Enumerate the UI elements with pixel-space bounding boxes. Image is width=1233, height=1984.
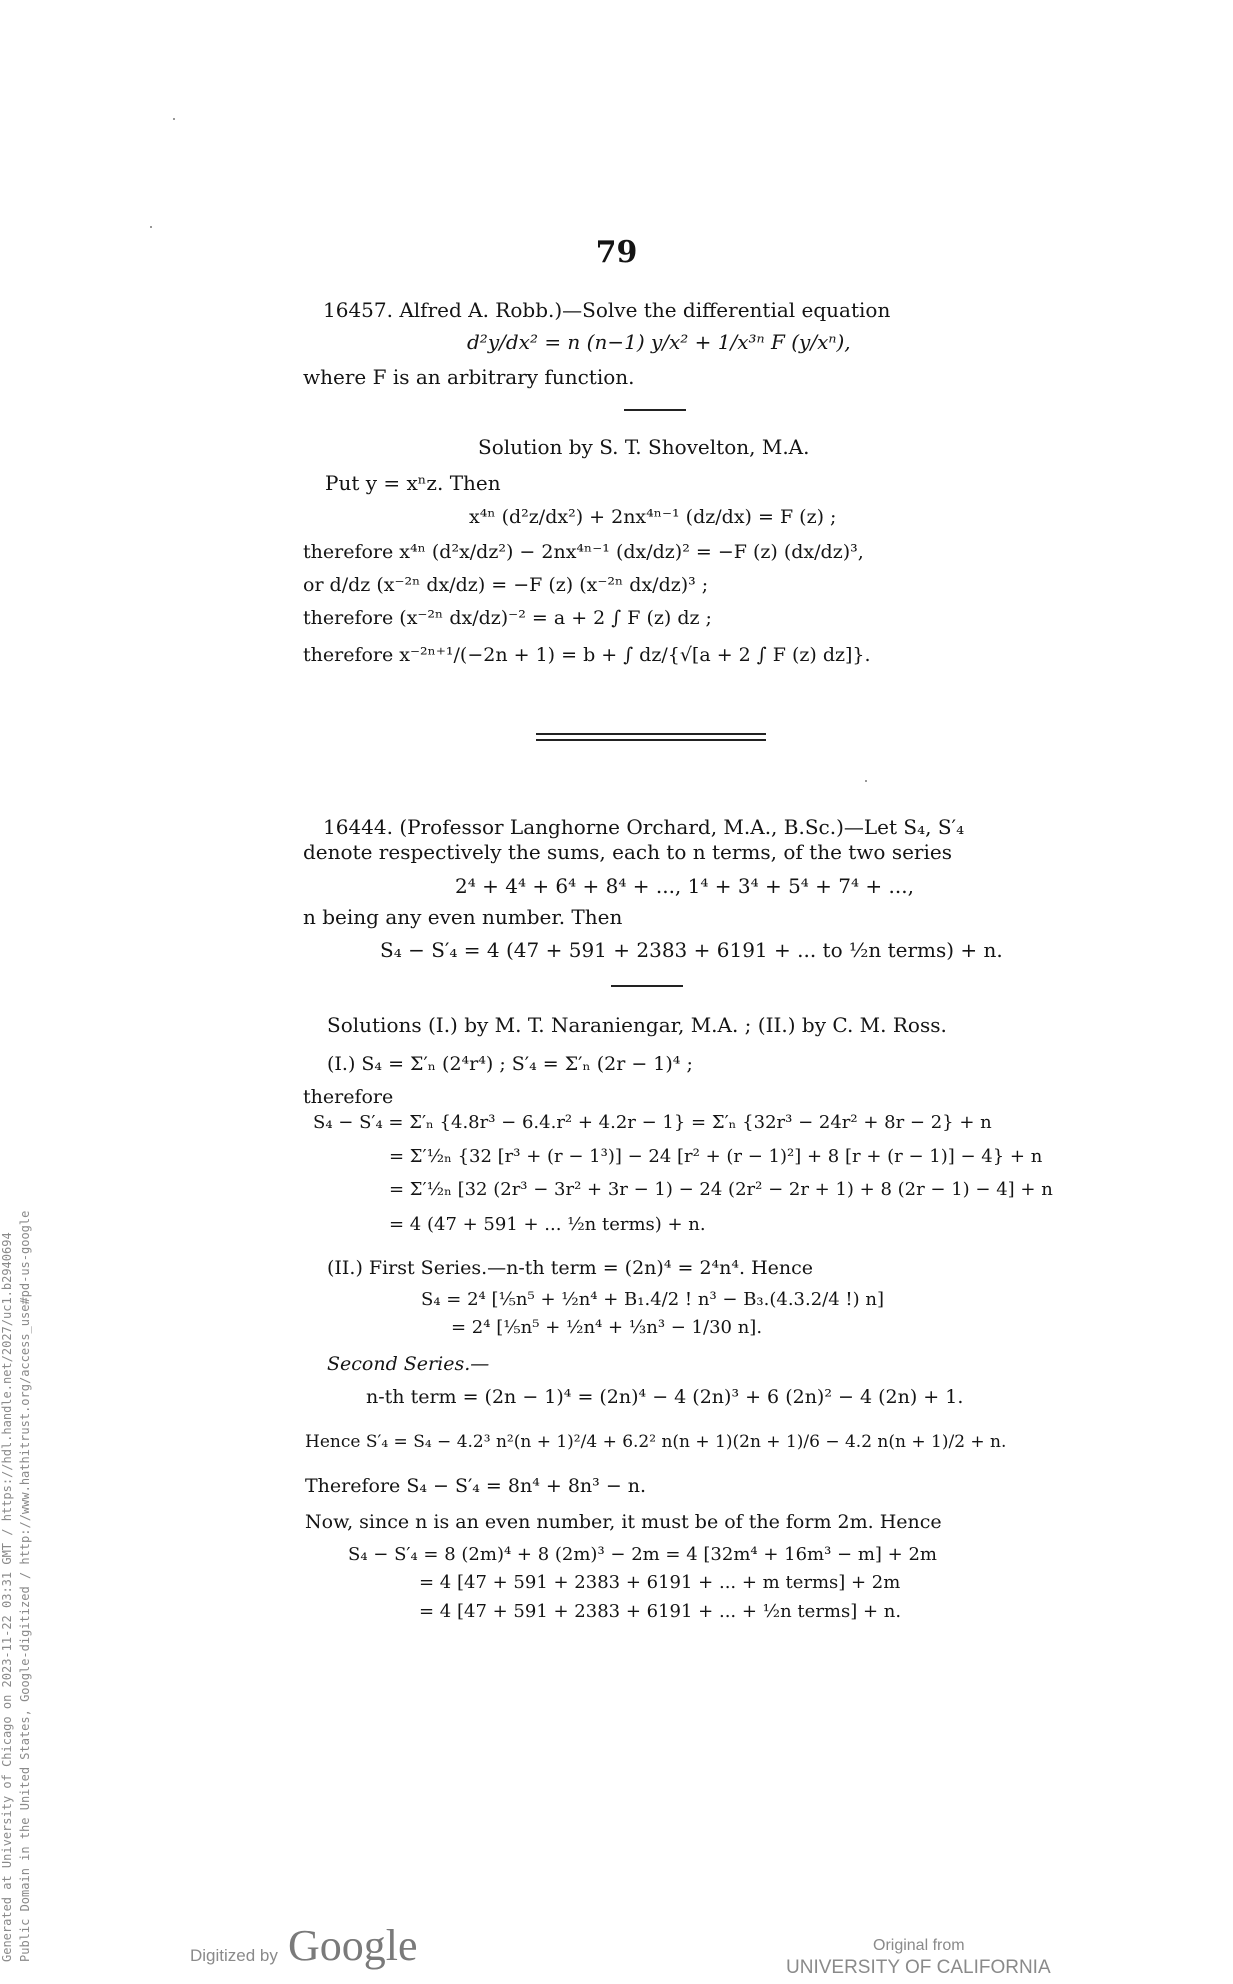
sol2-line: S₄ = 2⁴ [⅕n⁵ + ½n⁴ + B₁.4/2 ! n³ − B₃.(4.3.2/4 !) n]	[421, 1289, 885, 1310]
q2-series: 2⁴ + 4⁴ + 6⁴ + 8⁴ + ..., 1⁴ + 3⁴ + 5⁴ + 7⁴ + ...,	[455, 874, 914, 898]
q1-step: Put y = xⁿz. Then	[325, 471, 501, 495]
double-rule-bottom	[536, 739, 766, 741]
sol1-line: = Σ′½ₙ {32 [r³ + (r − 1³)] − 24 [r² + (r − 1)²] + 8 [r + (r − 1)] − 4} + n	[389, 1146, 1043, 1167]
digitized-by-label: Digitized by	[190, 1946, 278, 1965]
original-from-label: Original from	[873, 1937, 965, 1954]
q2-solutions-by: Solutions (I.) by M. T. Naraniengar, M.A. ; (II.) by C. M. Ross.	[327, 1013, 947, 1037]
sol2-line: Second Series.—	[327, 1353, 490, 1375]
sol1-line: S₄ − S′₄ = Σ′ₙ {4.8r³ − 6.4.r² + 4.2r − 1} = Σ′ₙ {32r³ − 24r² + 8r − 2} + n	[313, 1112, 992, 1133]
q1-solution-by: Solution by S. T. Shovelton, M.A.	[478, 435, 810, 459]
google-logo: Google	[288, 1921, 418, 1970]
q1-step: x⁴ⁿ (d²z/dx²) + 2nx⁴ⁿ⁻¹ (dz/dx) = F (z) ;	[469, 506, 837, 528]
q2-result: S₄ − S′₄ = 4 (47 + 591 + 2383 + 6191 + ... to ½n terms) + n.	[380, 938, 1003, 962]
sol1-line: = 4 (47 + 591 + ... ½n terms) + n.	[389, 1214, 706, 1235]
double-rule-top	[536, 733, 766, 735]
sol2-line: = 4 [47 + 591 + 2383 + 6191 + ... + ½n terms] + n.	[419, 1601, 902, 1622]
speck	[865, 780, 867, 782]
sol1-line: = Σ′½ₙ [32 (2r³ − 3r² + 3r − 1) − 24 (2r² − 2r + 1) + 8 (2r − 1) − 4] + n	[389, 1179, 1053, 1200]
university-label: UNIVERSITY OF CALIFORNIA	[786, 1957, 1051, 1978]
q2-header: 16444. (Professor Langhorne Orchard, M.A., B.Sc.)—Let S₄, S′₄	[323, 815, 965, 839]
watermark-line-1: Generated at University of Chicago on 2023-11-22 03:31 GMT / https://hdl.handle.net/2027/uc1.b2940694	[0, 1232, 14, 1962]
short-rule	[624, 409, 686, 411]
q1-step: therefore (x⁻²ⁿ dx/dz)⁻² = a + 2 ∫ F (z) dz ;	[303, 607, 712, 629]
q1-note: where F is an arbitrary function.	[303, 365, 635, 389]
sol2-line: (II.) First Series.—n-th term = (2n)⁴ = 2⁴n⁴. Hence	[327, 1257, 814, 1279]
short-rule	[611, 985, 683, 987]
sol1-line: therefore	[303, 1086, 394, 1108]
sol2-line: = 2⁴ [⅕n⁵ + ½n⁴ + ⅓n³ − 1/30 n].	[451, 1317, 763, 1338]
sol2-line: n-th term = (2n − 1)⁴ = (2n)⁴ − 4 (2n)³ + 6 (2n)² − 4 (2n) + 1.	[366, 1386, 964, 1408]
q1-step: therefore x⁻²ⁿ⁺¹/(−2n + 1) = b + ∫ dz/{√[a + 2 ∫ F (z) dz]}.	[303, 644, 871, 666]
sol2-line: = 4 [47 + 591 + 2383 + 6191 + ... + m terms] + 2m	[419, 1572, 901, 1593]
sol1-line: (I.) S₄ = Σ′ₙ (2⁴r⁴) ; S′₄ = Σ′ₙ (2r − 1)⁴ ;	[327, 1053, 693, 1075]
sol2-line: Hence S′₄ = S₄ − 4.2³ n²(n + 1)²/4 + 6.2² n(n + 1)(2n + 1)/6 − 4.2 n(n + 1)/2 + n.	[305, 1432, 1007, 1452]
q2-text: n being any even number. Then	[303, 905, 623, 929]
q1-step: therefore x⁴ⁿ (d²x/dz²) − 2nx⁴ⁿ⁻¹ (dx/dz)² = −F (z) (dx/dz)³,	[303, 541, 864, 563]
sol2-line: Now, since n is an even number, it must be of the form 2m. Hence	[305, 1511, 942, 1533]
sol2-line: S₄ − S′₄ = 8 (2m)⁴ + 8 (2m)³ − 2m = 4 [32m⁴ + 16m³ − m] + 2m	[348, 1544, 937, 1565]
q1-step: or d/dz (x⁻²ⁿ dx/dz) = −F (z) (x⁻²ⁿ dx/dz)³ ;	[303, 574, 709, 596]
page-number: 79	[595, 235, 638, 270]
speck	[173, 118, 175, 120]
watermark-line-2: Public Domain in the United States, Google-digitized / http://www.hathitrust.org/access_use#pd-us-google	[18, 1210, 32, 1962]
q2-text: denote respectively the sums, each to n terms, of the two series	[303, 840, 952, 864]
q1-header: 16457. Alfred A. Robb.)—Solve the differential equation	[323, 298, 891, 322]
sol2-line: Therefore S₄ − S′₄ = 8n⁴ + 8n³ − n.	[305, 1475, 647, 1497]
speck	[150, 226, 152, 228]
q1-equation: d²y/dx² = n (n−1) y/x² + 1/x³ⁿ F (y/xⁿ),	[467, 330, 851, 354]
